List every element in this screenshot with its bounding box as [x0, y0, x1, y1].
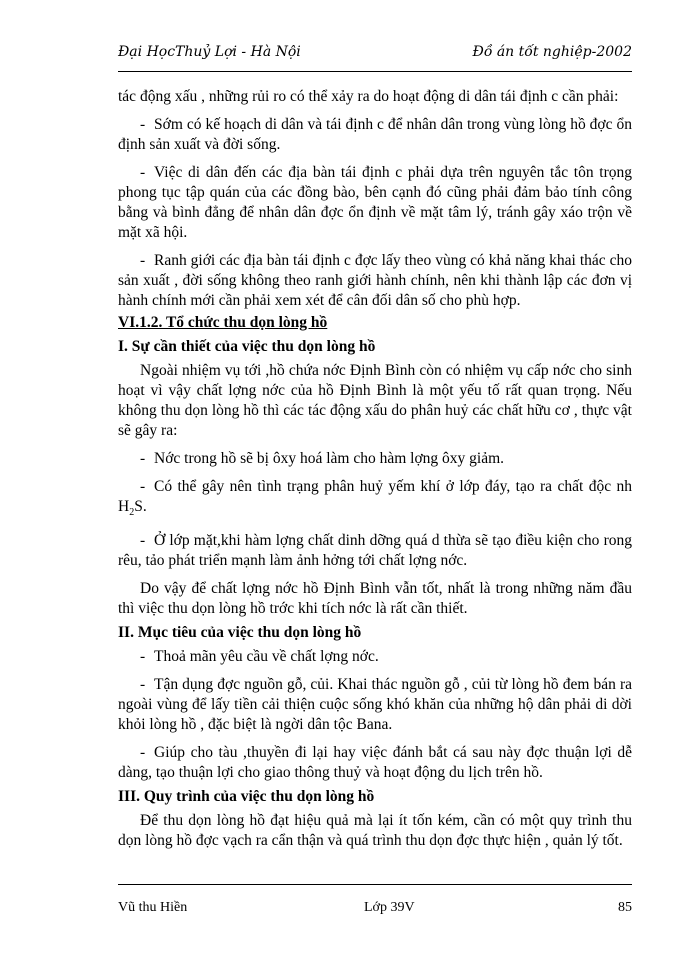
paragraph: Để thu dọn lòng hồ đạt hiệu quả mà lại ít tốn kém, cần có một quy trình thu dọn lòng hồ đợc vạch ra cẩn thận và quá trình thu dọn đợc thực hiện , quản lý tốt. — [118, 812, 632, 850]
bullet-dash: - — [140, 116, 146, 133]
bullet-dash: - — [140, 676, 146, 694]
header-university: Đại HọcThuỷ Lợi - Hà Nội — [118, 44, 301, 60]
page-number: 85 — [618, 900, 632, 915]
header-rule — [118, 71, 632, 72]
subscript: 2 — [129, 507, 135, 519]
bullet-dash: - — [140, 252, 146, 269]
bullet-item — [118, 675, 632, 735]
bullet-item — [118, 251, 632, 311]
paragraph: Do vậy để chất lợng nớc hồ Định Bình vẫn tốt, nhất là trong những năm đầu thì việc thu dọn lòng hồ trớc khi tích nớc là rất cần thiết. — [118, 580, 632, 618]
bullet-item — [118, 163, 632, 243]
subsection-heading: I. Sự cần thiết của việc thu dọn lòng hồ — [118, 338, 376, 355]
bullet-text: Tận dụng đợc nguồn gỗ, củi. Khai thác nguồn gỗ , củi từ lòng hồ đem bán ra ngoài vùng để lấy tiền cải thiện cuộc sống khó khăn của những hộ dân phải di dời khỏi lòng hồ , đặc biệt là ngời dân tộc Bana. — [118, 676, 632, 734]
bullet-item — [118, 477, 632, 523]
paragraph: tác động xấu , những rủi ro có thể xảy ra do hoạt động di dân tái định c cần phải: — [118, 88, 619, 105]
bullet-dash: - — [140, 164, 146, 181]
subsection-heading: III. Quy trình của việc thu dọn lòng hồ — [118, 788, 375, 806]
bullet-item — [118, 647, 632, 667]
bullet-text: Có thể gây nên tình trạng phân huỷ yếm khí ở lớp đáy, tạo ra chất độc nh H — [118, 478, 632, 515]
bullet-text: Sớm có kế hoạch di dân và tái định c để nhân dân trong vùng lòng hồ đợc ổn định sản xuất và đời sống. — [118, 116, 632, 153]
footer-class: Lớp 39V — [364, 900, 415, 915]
bullet-item — [118, 531, 632, 571]
bullet-text: Nớc trong hồ sẽ bị ôxy hoá làm cho hàm lợng ôxy giảm. — [154, 450, 505, 467]
bullet-item — [118, 449, 632, 469]
paragraph: Ngoài nhiệm vụ tới ,hồ chứa nớc Định Bình còn có nhiệm vụ cấp nớc cho sinh hoạt vì vậy chất lợng nớc của hồ Định Bình là một yếu tố rất quan trọng. Nếu không thu dọn lòng hồ thì các tác động xấu do phân huỷ các chất hữu cơ , thực vật sẽ gây ra: — [118, 362, 632, 439]
bullet-text: Giúp cho tàu ,thuyền đi lại hay việc đánh bắt cá sau này đợc thuận lợi dễ dàng, tạo thuận lợi cho giao thông thuỷ và hoạt động du lịch trên hồ. — [118, 744, 632, 782]
bullet-item — [118, 743, 632, 783]
footer-rule — [118, 884, 632, 885]
bullet-dash: - — [140, 450, 146, 467]
bullet-item — [118, 115, 632, 155]
bullet-dash: - — [140, 532, 146, 550]
bullet-dash: - — [140, 478, 146, 495]
bullet-text: Ở lớp mặt,khi hàm lợng chất dinh dỡng quá d thừa sẽ tạo điều kiện cho rong rêu, tảo phát triển mạnh làm ảnh hởng tới chất lợng nớc. — [118, 532, 632, 570]
header-thesis-title: Đồ án tốt nghiệp-2002 — [472, 44, 632, 60]
bullet-dash: - — [140, 648, 146, 666]
footer-author: Vũ thu Hiền — [118, 900, 188, 915]
subsection-heading: II. Mục tiêu của việc thu dọn lòng hồ — [118, 624, 362, 642]
page-footer — [118, 900, 632, 924]
bullet-text: Ranh giới các địa bàn tái định c đợc lấy theo vùng có khả năng khai thác cho sản xuất , đời sống không theo ranh giới hành chính, nên khi thành lập các đơn vị hành chính mới cần phải xem xét để cân đối dân số cho phù hợp. — [118, 252, 632, 309]
page-header — [118, 44, 632, 70]
section-heading: VI.1.2. Tổ chức thu dọn lòng hồ — [118, 314, 328, 331]
bullet-text-end: S. — [134, 498, 147, 515]
bullet-text: Việc di dân đến các địa bàn tái định c phải dựa trên nguyên tắc tôn trọng phong tục tập quán của các đồng bào, bên cạnh đó cũng phải đảm bảo tính công bằng và bình đẳng để nhân dân đợc ổn định về mặt tâm lý, tránh gây xáo trộn về mặt xã hội. — [118, 164, 632, 241]
bullet-text: Thoả mãn yêu cầu về chất lợng nớc. — [154, 648, 379, 666]
document-body — [118, 87, 632, 859]
bullet-dash: - — [140, 744, 146, 762]
